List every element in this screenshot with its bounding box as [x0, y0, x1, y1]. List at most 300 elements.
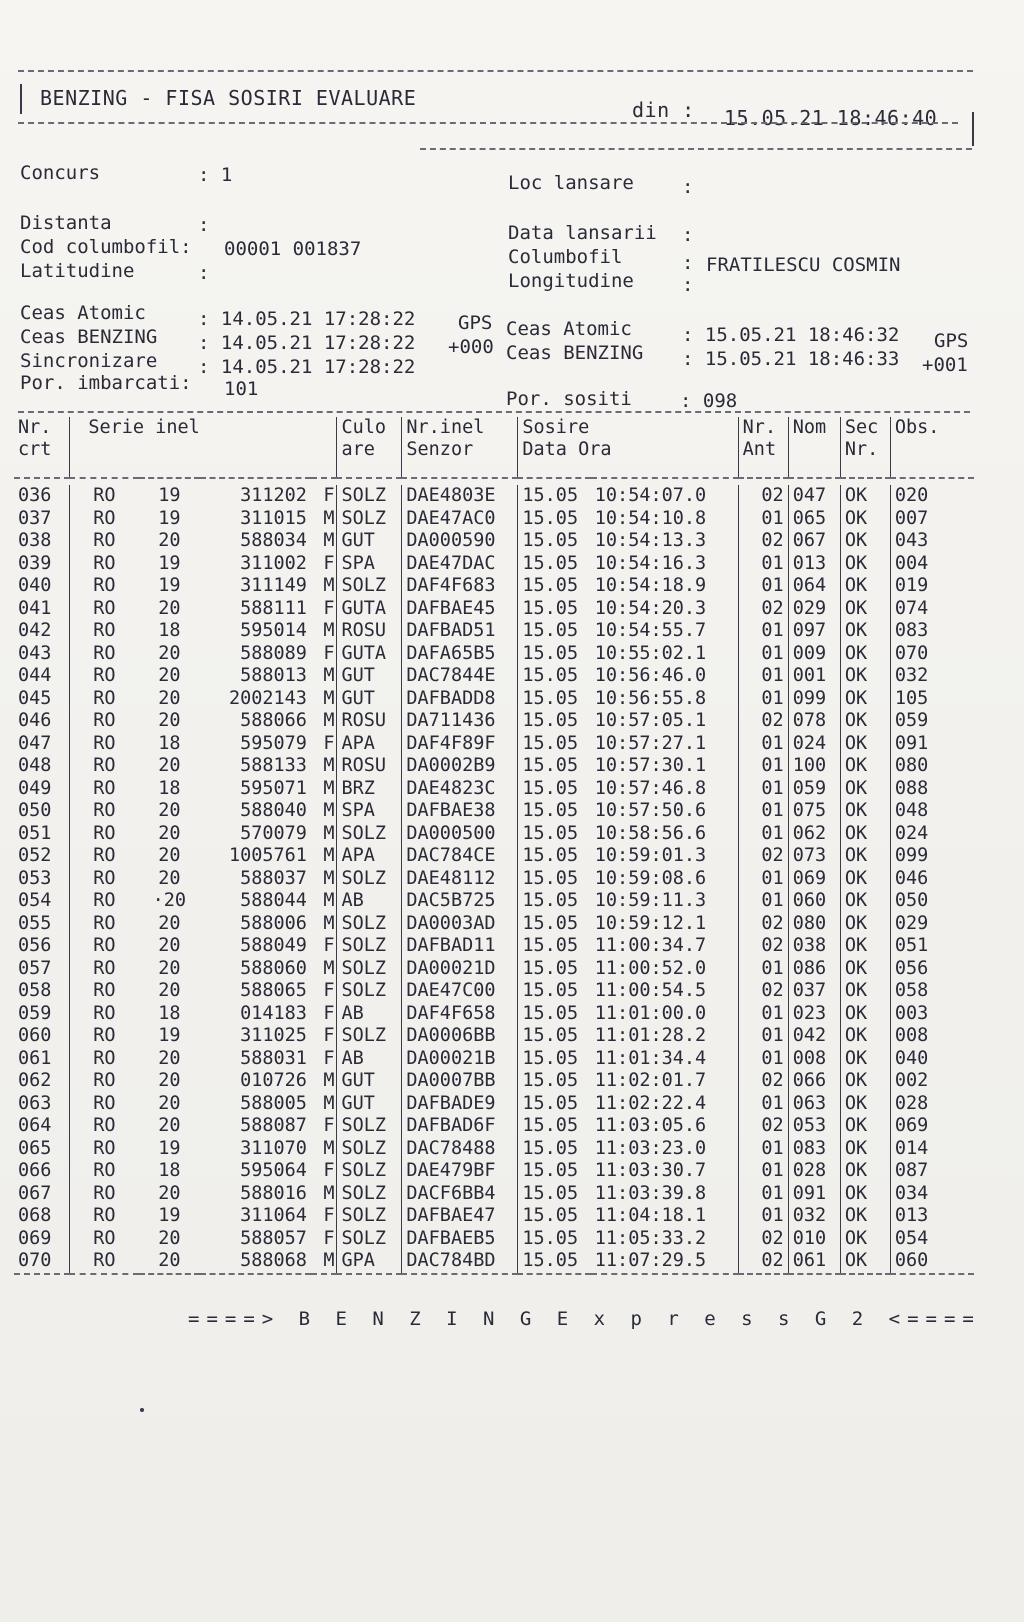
- por-sositi-value: : 098: [680, 390, 738, 412]
- cell-color: SOLZ: [337, 1160, 402, 1183]
- cell-nom: 047: [788, 485, 840, 508]
- table-row: [14, 1115, 974, 1138]
- cell-security: OK: [840, 1205, 890, 1228]
- cell-arrival-date: 15.05: [518, 913, 591, 936]
- cell-obs: 043: [890, 530, 974, 553]
- header-bottom-rule: [420, 148, 972, 150]
- cell-security: OK: [840, 980, 890, 1003]
- cell-nr-crt: 051: [18, 822, 52, 844]
- cell-year: 20: [158, 912, 181, 934]
- cell-ring-number: 595071: [240, 777, 307, 799]
- cell-ring-number: 588037: [240, 867, 307, 889]
- cell-color: BRZ: [337, 778, 402, 801]
- cell-sex: M: [323, 1137, 335, 1159]
- table-row: [14, 1070, 974, 1093]
- cell-sensor-ring: DA0007BB: [402, 1070, 518, 1093]
- cell-nom: 064: [788, 575, 840, 598]
- cell-obs: 069: [890, 1115, 974, 1138]
- ceas-benzing-start-offset: +000: [448, 336, 494, 358]
- cell-antenna: 01: [738, 958, 788, 981]
- cell-nr-crt: 063: [18, 1092, 52, 1114]
- cell-sensor-ring: DAFBADE9: [402, 1093, 518, 1116]
- table-row: [14, 913, 974, 936]
- cell-arrival-time: 10:56:55.8: [594, 687, 707, 709]
- cell-nom: 073: [788, 845, 840, 868]
- cell-sensor-ring: DAF4F683: [402, 575, 518, 598]
- cell-nom: 067: [788, 530, 840, 553]
- table-row: [14, 1003, 974, 1026]
- cell-security: OK: [840, 868, 890, 891]
- cell-sensor-ring: DAF4F658: [402, 1003, 518, 1026]
- cell-arrival-date: 15.05: [518, 710, 591, 733]
- cell-obs: 024: [890, 823, 974, 846]
- longitudine-sep: :: [682, 274, 694, 296]
- cell-arrival-time: 11:01:28.2: [594, 1025, 707, 1046]
- cell-color: SOLZ: [337, 868, 402, 891]
- cell-sex: F: [323, 1115, 335, 1136]
- cell-obs: 050: [890, 890, 974, 913]
- cell-arrival-time: 10:55:02.1: [594, 642, 707, 664]
- cell-sex: M: [323, 912, 335, 934]
- cell-sensor-ring: DAE4823C: [402, 778, 518, 801]
- cell-arrival-date: 15.05: [518, 1160, 591, 1183]
- ceas-atomic-start-source: GPS: [458, 312, 493, 334]
- cell-year: 19: [158, 552, 181, 574]
- cell-sex: M: [323, 507, 335, 529]
- cell-nom: 024: [788, 733, 840, 756]
- cell-arrival-time: 10:57:27.1: [594, 732, 707, 754]
- cell-antenna: 02: [738, 913, 788, 936]
- cell-arrival-time: 10:54:07.0: [594, 485, 707, 506]
- cell-nr-crt: 065: [18, 1137, 52, 1159]
- cell-arrival-time: 11:03:23.0: [594, 1137, 707, 1159]
- cell-color: GUT: [337, 530, 402, 553]
- cell-year: 20: [158, 642, 181, 664]
- cell-color: GUT: [337, 1093, 402, 1116]
- cell-sex: F: [323, 1205, 335, 1226]
- cell-obs: 014: [890, 1138, 974, 1161]
- cell-country: RO: [70, 530, 139, 553]
- cell-obs: 088: [890, 778, 974, 801]
- cell-country: RO: [70, 1025, 139, 1048]
- cell-ring-number: 588068: [240, 1250, 307, 1271]
- cell-antenna: 02: [738, 598, 788, 621]
- cell-nr-crt: 068: [18, 1205, 52, 1226]
- cell-color: ROSU: [337, 710, 402, 733]
- cell-ring-number: 588089: [240, 642, 307, 664]
- loc-lansare-label: Loc lansare: [508, 172, 634, 194]
- cell-color: SOLZ: [337, 1183, 402, 1206]
- ceas-atomic-start-label: Ceas Atomic: [20, 302, 146, 324]
- cell-country: RO: [70, 1003, 139, 1026]
- cell-arrival-time: 10:59:12.1: [594, 912, 707, 934]
- cell-antenna: 01: [738, 1025, 788, 1048]
- table-row: [14, 665, 974, 688]
- cell-sex: F: [323, 1160, 335, 1181]
- cell-obs: 083: [890, 620, 974, 643]
- cell-color: SOLZ: [337, 958, 402, 981]
- table-row: [14, 1048, 974, 1071]
- concurs-value: : 1: [198, 164, 233, 186]
- cell-country: RO: [70, 710, 139, 733]
- cell-arrival-time: 11:05:33.2: [594, 1227, 707, 1249]
- cell-arrival-time: 10:57:50.6: [594, 800, 707, 821]
- cell-country: RO: [70, 508, 139, 531]
- table-row: [14, 1025, 974, 1048]
- distanta-sep: :: [198, 214, 210, 236]
- cell-sensor-ring: DAE479BF: [402, 1160, 518, 1183]
- cell-ring-number: 588087: [240, 1115, 307, 1136]
- cell-country: RO: [70, 1250, 139, 1274]
- cell-year: 18: [158, 777, 181, 799]
- cell-nom: 023: [788, 1003, 840, 1026]
- cell-nr-crt: 045: [18, 687, 52, 709]
- cell-year: 18: [158, 620, 181, 641]
- cell-year: 20: [158, 1070, 181, 1091]
- cell-sensor-ring: DAFBAD11: [402, 935, 518, 958]
- cell-sex: M: [323, 777, 335, 799]
- cell-sex: M: [323, 800, 335, 821]
- cell-obs: 054: [890, 1228, 974, 1251]
- cell-country: RO: [70, 755, 139, 778]
- cell-ring-number: 595064: [240, 1160, 307, 1181]
- cell-arrival-time: 11:00:54.5: [594, 980, 707, 1001]
- sincronizare-value: : 14.05.21 17:28:22: [198, 356, 416, 378]
- cell-year: 20: [158, 800, 181, 821]
- cell-ring-number: 570079: [240, 822, 307, 844]
- cell-sensor-ring: DAFBAD51: [402, 620, 518, 643]
- cell-obs: 019: [890, 575, 974, 598]
- cell-antenna: 01: [738, 1160, 788, 1183]
- arrivals-table: [14, 417, 974, 1283]
- cell-country: RO: [70, 665, 139, 688]
- cell-year: 19: [158, 485, 181, 506]
- cell-nom: 013: [788, 553, 840, 576]
- table-row: [14, 980, 974, 1003]
- cell-year: 20: [158, 687, 181, 709]
- cell-obs: 028: [890, 1093, 974, 1116]
- cell-arrival-date: 15.05: [518, 868, 591, 891]
- cell-nr-crt: 042: [18, 620, 52, 641]
- cell-nom: 042: [788, 1025, 840, 1048]
- cell-sensor-ring: DAC784BD: [402, 1250, 518, 1274]
- cell-nom: 086: [788, 958, 840, 981]
- cell-arrival-time: 10:59:11.3: [594, 890, 707, 911]
- cell-obs: 034: [890, 1183, 974, 1206]
- cell-obs: 004: [890, 553, 974, 576]
- cell-nom: 075: [788, 800, 840, 823]
- cell-arrival-date: 15.05: [518, 845, 591, 868]
- cell-year: 20: [158, 665, 181, 686]
- cell-arrival-date: 15.05: [518, 958, 591, 981]
- cell-security: OK: [840, 1048, 890, 1071]
- cell-nr-crt: 046: [18, 710, 52, 731]
- cell-security: OK: [840, 800, 890, 823]
- header-top-rule: [18, 70, 973, 72]
- cell-color: AB: [337, 1048, 402, 1071]
- cell-country: RO: [70, 1228, 139, 1251]
- cell-obs: 007: [890, 508, 974, 531]
- cell-nom: 008: [788, 1048, 840, 1071]
- cell-sex: M: [323, 575, 335, 596]
- cell-country: RO: [70, 980, 139, 1003]
- table-row: [14, 530, 974, 553]
- cell-security: OK: [840, 643, 890, 666]
- cell-arrival-time: 10:57:05.1: [594, 710, 707, 731]
- cell-arrival-time: 10:57:46.8: [594, 777, 707, 799]
- cell-arrival-date: 15.05: [518, 778, 591, 801]
- cell-country: RO: [70, 778, 139, 801]
- cell-antenna: 01: [738, 1138, 788, 1161]
- cell-country: RO: [70, 1048, 139, 1071]
- cell-ring-number: 588006: [240, 912, 307, 934]
- cell-security: OK: [840, 845, 890, 868]
- cell-security: OK: [840, 598, 890, 621]
- header-obs: Obs.: [890, 417, 974, 478]
- cell-antenna: 01: [738, 778, 788, 801]
- table-row: [14, 1250, 974, 1274]
- cell-obs: 051: [890, 935, 974, 958]
- cell-sensor-ring: DAFBAE45: [402, 598, 518, 621]
- cell-ring-number: 010726: [240, 1070, 307, 1091]
- table-row: [14, 823, 974, 846]
- cell-country: RO: [70, 1205, 139, 1228]
- cell-antenna: 02: [738, 1228, 788, 1251]
- loc-lansare-sep: :: [682, 176, 694, 198]
- header-nom: Nom: [788, 417, 840, 478]
- cell-obs: 091: [890, 733, 974, 756]
- cell-year: 20: [158, 1227, 181, 1249]
- cell-antenna: 01: [738, 890, 788, 913]
- cell-year: 20: [158, 1047, 181, 1069]
- cell-sensor-ring: DA711436: [402, 710, 518, 733]
- table-row: [14, 508, 974, 531]
- cell-ring-number: 588031: [240, 1047, 307, 1069]
- cell-nr-crt: 053: [18, 867, 52, 889]
- cell-country: RO: [70, 1093, 139, 1116]
- cell-arrival-time: 10:54:10.8: [594, 507, 707, 529]
- cell-arrival-date: 15.05: [518, 823, 591, 846]
- ceas-benzing-start-label: Ceas BENZING: [20, 326, 158, 348]
- cell-year: 20: [158, 755, 181, 776]
- cell-year: 19: [158, 507, 181, 529]
- cell-nom: 069: [788, 868, 840, 891]
- cell-country: RO: [70, 958, 139, 981]
- cell-sensor-ring: DAE48112: [402, 868, 518, 891]
- cell-ring-number: 311025: [240, 1025, 307, 1046]
- cell-obs: 058: [890, 980, 974, 1003]
- cell-nom: 060: [788, 890, 840, 913]
- cell-security: OK: [840, 913, 890, 936]
- cell-nom: 062: [788, 823, 840, 846]
- table-row: [14, 688, 974, 711]
- report-date-label: din :: [632, 98, 695, 122]
- header-nr-crt: Nr. crt: [18, 417, 52, 460]
- cell-arrival-date: 15.05: [518, 935, 591, 958]
- cell-country: RO: [70, 823, 139, 846]
- cell-arrival-date: 15.05: [518, 620, 591, 643]
- cell-nr-crt: 061: [18, 1047, 52, 1069]
- cell-arrival-date: 15.05: [518, 1115, 591, 1138]
- cell-obs: 032: [890, 665, 974, 688]
- cell-sex: F: [323, 485, 335, 506]
- cell-nom: 037: [788, 980, 840, 1003]
- cell-color: SOLZ: [337, 1115, 402, 1138]
- cell-antenna: 02: [738, 530, 788, 553]
- cell-ring-number: 588057: [240, 1227, 307, 1249]
- cell-security: OK: [840, 1115, 890, 1138]
- cell-arrival-time: 11:03:30.7: [594, 1160, 707, 1181]
- table-row: [14, 1138, 974, 1161]
- por-sositi-label: Por. sositi: [506, 388, 632, 410]
- cell-nr-crt: 056: [18, 935, 52, 956]
- cell-color: SOLZ: [337, 1205, 402, 1228]
- table-row: [14, 733, 974, 756]
- cell-sex: F: [323, 1025, 335, 1046]
- header-sec-nr: Sec Nr.: [840, 417, 890, 478]
- cell-country: RO: [70, 598, 139, 621]
- table-row: [14, 1093, 974, 1116]
- cell-nom: 053: [788, 1115, 840, 1138]
- header-right-border: [972, 112, 974, 146]
- table-row: [14, 485, 974, 508]
- cell-security: OK: [840, 508, 890, 531]
- cell-year: 20: [158, 957, 181, 979]
- cell-sex: M: [323, 687, 335, 709]
- cell-sensor-ring: DAFBAE47: [402, 1205, 518, 1228]
- cell-security: OK: [840, 530, 890, 553]
- cell-year: 20: [158, 867, 181, 889]
- cell-obs: 060: [890, 1250, 974, 1274]
- cell-sensor-ring: DAC5B725: [402, 890, 518, 913]
- cell-antenna: 02: [738, 1070, 788, 1093]
- cell-sex: M: [323, 1250, 335, 1271]
- cell-antenna: 01: [738, 1003, 788, 1026]
- cell-arrival-date: 15.05: [518, 733, 591, 756]
- columbofil-value: FRATILESCU COSMIN: [706, 254, 901, 276]
- cell-antenna: 01: [738, 665, 788, 688]
- cell-nom: 065: [788, 508, 840, 531]
- cell-color: ROSU: [337, 755, 402, 778]
- cell-country: RO: [70, 1115, 139, 1138]
- cell-sensor-ring: DA0002B9: [402, 755, 518, 778]
- cell-ring-number: 595014: [240, 620, 307, 641]
- cell-nr-crt: 047: [18, 732, 52, 754]
- cell-antenna: 02: [738, 845, 788, 868]
- cell-obs: 099: [890, 845, 974, 868]
- table-row: [14, 598, 974, 621]
- cell-security: OK: [840, 1138, 890, 1161]
- ceas-atomic-end-source: GPS: [934, 330, 969, 352]
- cell-ring-number: 311002: [240, 552, 307, 574]
- cell-country: RO: [70, 1138, 139, 1161]
- cell-arrival-date: 15.05: [518, 890, 591, 913]
- ceas-atomic-end-label: Ceas Atomic: [506, 318, 632, 340]
- cell-arrival-date: 15.05: [518, 980, 591, 1003]
- cell-sensor-ring: DAC784CE: [402, 845, 518, 868]
- columbofil-label: Columbofil: [508, 246, 623, 268]
- cell-ring-number: 588013: [240, 665, 307, 686]
- cell-sensor-ring: DA000590: [402, 530, 518, 553]
- table-row: [14, 800, 974, 823]
- cell-year: 18: [158, 1160, 181, 1181]
- cell-arrival-date: 15.05: [518, 643, 591, 666]
- header-culoare: Culo are: [337, 417, 402, 478]
- cell-ring-number: 588044: [240, 890, 307, 911]
- cell-year: 20: [158, 1115, 181, 1136]
- cell-color: SPA: [337, 800, 402, 823]
- cell-year: 20: [158, 845, 181, 866]
- cell-color: SOLZ: [337, 508, 402, 531]
- cell-color: SOLZ: [337, 485, 402, 508]
- cell-antenna: 01: [738, 643, 788, 666]
- cell-color: SOLZ: [337, 913, 402, 936]
- cell-obs: 046: [890, 868, 974, 891]
- table-row: [14, 845, 974, 868]
- table-row: [14, 1205, 974, 1228]
- cell-nom: 009: [788, 643, 840, 666]
- cell-nr-crt: 058: [18, 980, 52, 1001]
- cell-arrival-time: 11:00:52.0: [594, 957, 707, 979]
- table-row: [14, 1228, 974, 1251]
- columbofil-sep: :: [682, 252, 694, 274]
- header-sosire: Sosire Data Ora: [518, 417, 738, 478]
- cell-year: 20: [158, 980, 181, 1001]
- ceas-benzing-end-value: : 15.05.21 18:46:33: [682, 348, 900, 370]
- cell-nom: 100: [788, 755, 840, 778]
- cell-country: RO: [70, 890, 139, 913]
- cell-antenna: 01: [738, 1093, 788, 1116]
- cell-ring-number: 588005: [240, 1092, 307, 1114]
- cell-country: RO: [70, 643, 139, 666]
- cell-color: SOLZ: [337, 1025, 402, 1048]
- ceas-benzing-end-offset: +001: [922, 354, 968, 376]
- cell-security: OK: [840, 665, 890, 688]
- stray-dot: [140, 1408, 144, 1412]
- header-nr-inel-senzor: Nr.inel Senzor: [402, 417, 518, 478]
- footer-banner: ====> B E N Z I N G E x p r e s s G 2 <====: [188, 1308, 981, 1330]
- cell-arrival-time: 11:00:34.7: [594, 935, 707, 956]
- cell-security: OK: [840, 620, 890, 643]
- cell-nom: 061: [788, 1250, 840, 1274]
- cell-nr-crt: 057: [18, 957, 52, 979]
- cell-year: ·20: [152, 890, 187, 911]
- cell-nr-crt: 069: [18, 1227, 52, 1249]
- cell-nr-crt: 050: [18, 800, 52, 821]
- cell-sensor-ring: DAC7844E: [402, 665, 518, 688]
- cell-ring-number: 311015: [240, 507, 307, 529]
- cell-antenna: 01: [738, 868, 788, 891]
- cell-year: 20: [158, 822, 181, 844]
- cell-nr-crt: 048: [18, 755, 52, 776]
- cell-sensor-ring: DA00021D: [402, 958, 518, 981]
- cell-security: OK: [840, 935, 890, 958]
- cell-sensor-ring: DA00021B: [402, 1048, 518, 1071]
- cell-sex: M: [323, 710, 335, 731]
- cell-arrival-time: 11:03:39.8: [594, 1182, 707, 1204]
- cell-security: OK: [840, 688, 890, 711]
- table-row: [14, 935, 974, 958]
- cell-sex: F: [323, 642, 335, 664]
- cell-sensor-ring: DAE47C00: [402, 980, 518, 1003]
- cell-arrival-time: 11:07:29.5: [594, 1250, 707, 1271]
- cell-country: RO: [70, 800, 139, 823]
- cell-arrival-time: 11:03:05.6: [594, 1115, 707, 1136]
- cell-nom: 091: [788, 1183, 840, 1206]
- cell-sensor-ring: DA0003AD: [402, 913, 518, 936]
- cell-year: 19: [158, 575, 181, 596]
- cell-sex: M: [323, 1092, 335, 1114]
